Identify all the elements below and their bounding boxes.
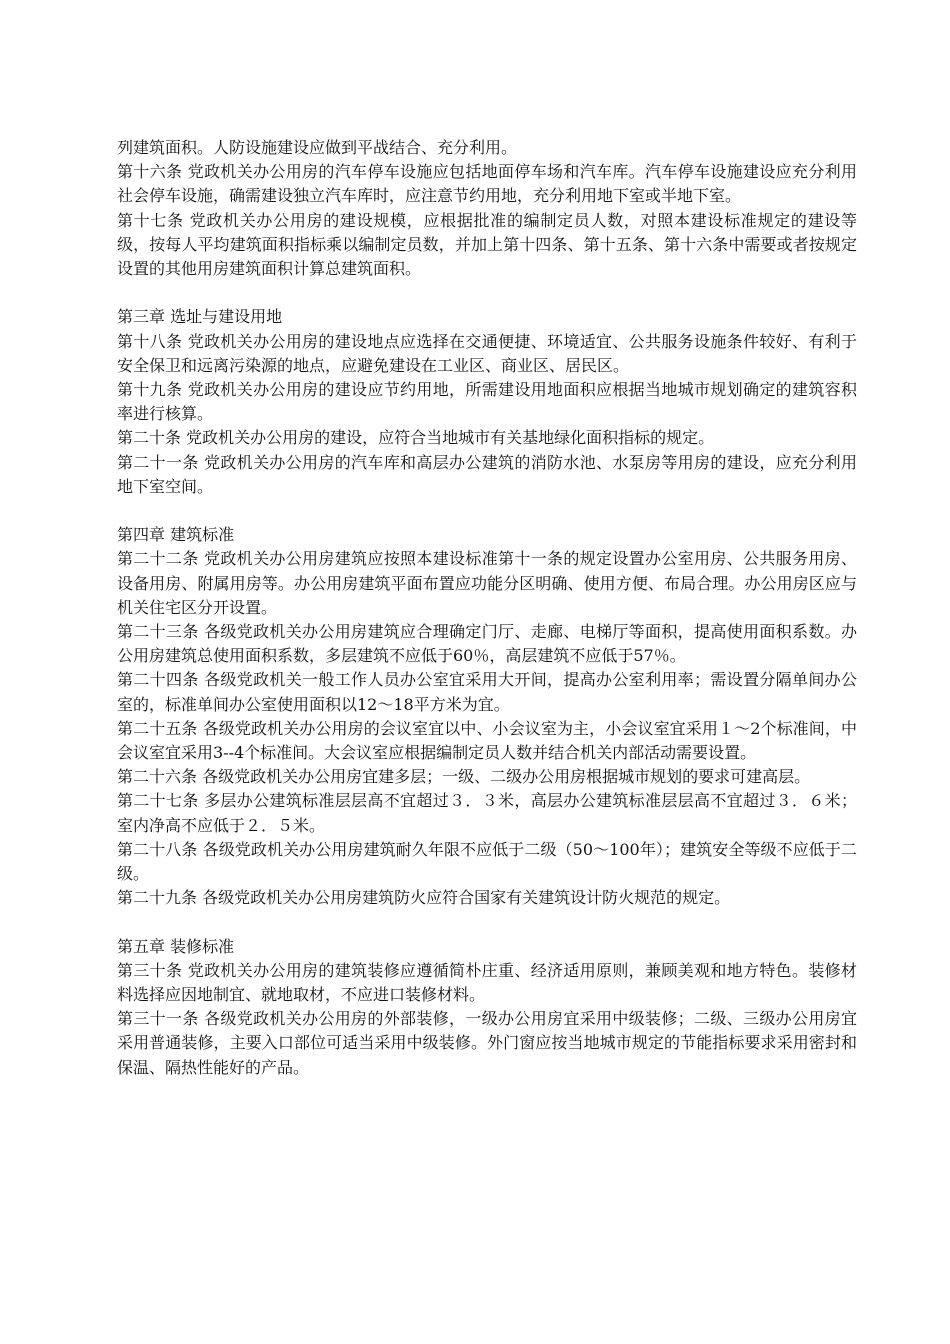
article-30: 第三十条 党政机关办公用房的建筑装修应遵循简朴庄重、经济适用原则，兼顾美观和地方特色。装修材料选择应因地制宜、就地取材，不应进口装修材料。: [117, 960, 857, 1005]
article-17: 第十七条 党政机关办公用房的建设规模，应根据批准的编制定员人数，对照本建设标准规定的建设等级，按每人平均建筑面积指标乘以编制定员数，并加上第十四条、第十五条、第十六条中需要或者按规定设置的其他用房建筑面积计算总建筑面积。: [117, 210, 857, 279]
section-gap: [117, 499, 857, 523]
article-25: 第二十五条 各级党政机关办公用房的会议室宜以中、小会议室为主，小会议室宜采用１～2个标准间，中会议室宜采用3--4个标准间。大会议室应根据编制定员人数并结合机关内部活动需要设置。: [117, 718, 857, 763]
article-27: 第二十七条 多层办公建筑标准层层高不宜超过３．３米，高层办公建筑标准层层高不宜超过３．６米；室内净高不应低于２．５米。: [117, 791, 857, 835]
article-26: 第二十六条 各级党政机关办公用房宜建多层；一级、二级办公用房根据城市规划的要求可建高层。: [117, 767, 811, 787]
article-23: 第二十三条 各级党政机关办公用房建筑应合理确定门厅、走廊、电梯厅等面积，提高使用面积系数。办公用房建筑总使用面积系数，多层建筑不应低于60％，高层建筑不应低于57％。: [117, 622, 857, 666]
article-18: 第十八条 党政机关办公用房的建设地点应选择在交通便捷、环境适宜、公共服务设施条件较好、有利于安全保卫和远离污染源的地点，应避免建设在工业区、商业区、居民区。: [117, 331, 857, 375]
section-gap: [117, 281, 857, 305]
paragraph-continuation: 列建筑面积。人防设施建设应做到平战结合、充分利用。: [117, 138, 518, 157]
chapter-3-heading: 第三章 选址与建设用地: [117, 307, 283, 327]
article-21: 第二十一条 党政机关办公用房的汽车库和高层办公建筑的消防水池、水泵房等用房的建设，应充分利用地下室空间。: [117, 452, 857, 496]
article-16: 第十六条 党政机关办公用房的汽车停车设施应包括地面停车场和汽车库。汽车停车设施建设应充分利用社会停车设施，确需建设独立汽车库时，应注意节约用地，充分利用地下室或半地下室。: [117, 162, 857, 206]
document-body: [117, 136, 857, 1080]
article-20: 第二十条 党政机关办公用房的建设，应符合当地城市有关基地绿化面积指标的规定。: [117, 428, 715, 448]
article-28: 第二十八条 各级党政机关办公用房建筑耐久年限不应低于二级（50～100年）；建筑安全等级不应低于二级。: [117, 839, 857, 884]
article-31: 第三十一条 各级党政机关办公用房的外部装修，一级办公用房宜采用中级装修；二级、三级办公用房宜采用普通装修，主要入口部位可适当采用中级装修。外门窗应按当地城市规定的节能指标要求采用密封和保温、隔热性能好的产品。: [117, 1009, 857, 1077]
chapter-4-heading: 第四章 建筑标准: [117, 525, 235, 545]
section-gap: [117, 910, 857, 934]
article-19: 第十九条 党政机关办公用房的建设应节约用地，所需建设用地面积应根据当地城市规划确定的建筑容积率进行核算。: [117, 380, 857, 424]
article-29: 第二十九条 各级党政机关办公用房建筑防火应符合国家有关建筑设计防火规范的规定。: [117, 888, 731, 908]
article-24: 第二十四条 各级党政机关一般工作人员办公室宜采用大开间，提高办公室利用率；需设置分隔单间办公室的，标准单间办公室使用面积以12～18平方米为宜。: [117, 670, 857, 714]
article-22: 第二十二条 党政机关办公用房建筑应按照本建设标准第十一条的规定设置办公室用房、公共服务用房、设备用房、附属用房等。办公用房建筑平面布置应功能分区明确、使用方便、布局合理。办公用房区应与机关住宅区分开设置。: [117, 549, 857, 617]
chapter-5-heading: 第五章 装修标准: [117, 936, 235, 956]
